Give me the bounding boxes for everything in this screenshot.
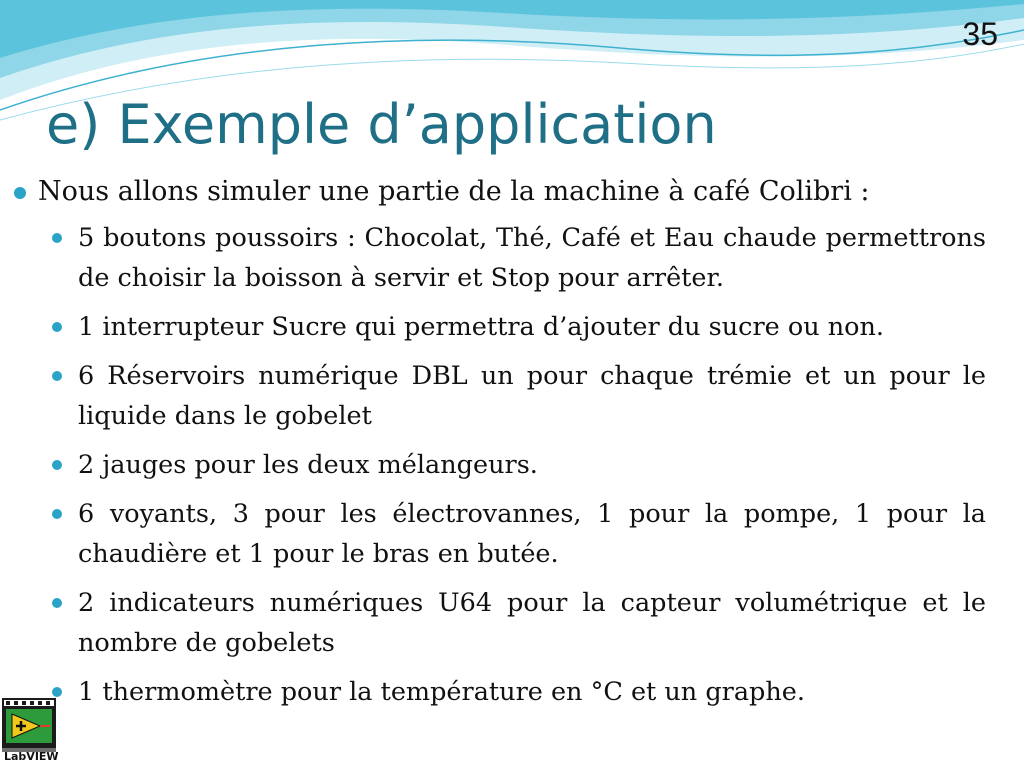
list-item [52,218,986,298]
list-item [52,672,986,712]
list-item [52,494,986,574]
list-item [52,445,986,485]
page-title: e) Exemple d’application [46,93,717,156]
list-item-text: 2 jauges pour les deux mélangeurs. [78,450,538,480]
main-bullet [14,170,986,214]
main-bullet-text: Nous allons simuler une partie de la machine à café Colibri : [38,176,870,207]
list-item-text: 5 boutons poussoirs : Chocolat, Thé, Café et Eau chaude permettrons de choisir la boisson à servir et Stop pour arrêter. [78,223,986,293]
bullet-dot-icon [52,509,62,519]
page-number: 35 [962,16,998,52]
bullet-dot-icon [52,598,62,608]
slide-content [14,170,986,721]
bullet-dot-icon [52,322,62,332]
sub-bullet-list [14,218,986,712]
list-item-text: 6 voyants, 3 pour les électrovannes, 1 pour la pompe, 1 pour la chaudière et 1 pour le bras en butée. [78,499,986,569]
bullet-dot-icon [52,233,62,243]
bullet-dot-icon [52,371,62,381]
labview-logo-label: LabVIEW [4,750,59,763]
list-item [52,307,986,347]
bullet-dot-icon [14,187,26,199]
list-item-text: 1 thermomètre pour la température en °C et un graphe. [78,677,805,707]
list-item-text: 1 interrupteur Sucre qui permettra d’ajouter du sucre ou non. [78,312,885,342]
list-item [52,583,986,663]
list-item-text: 6 Réservoirs numérique DBL un pour chaque trémie et un pour le liquide dans le gobelet [78,361,986,431]
bullet-dot-icon [52,460,62,470]
list-item-text: 2 indicateurs numériques U64 pour la capteur volumétrique et le nombre de gobelets [78,588,986,658]
list-item [52,356,986,436]
